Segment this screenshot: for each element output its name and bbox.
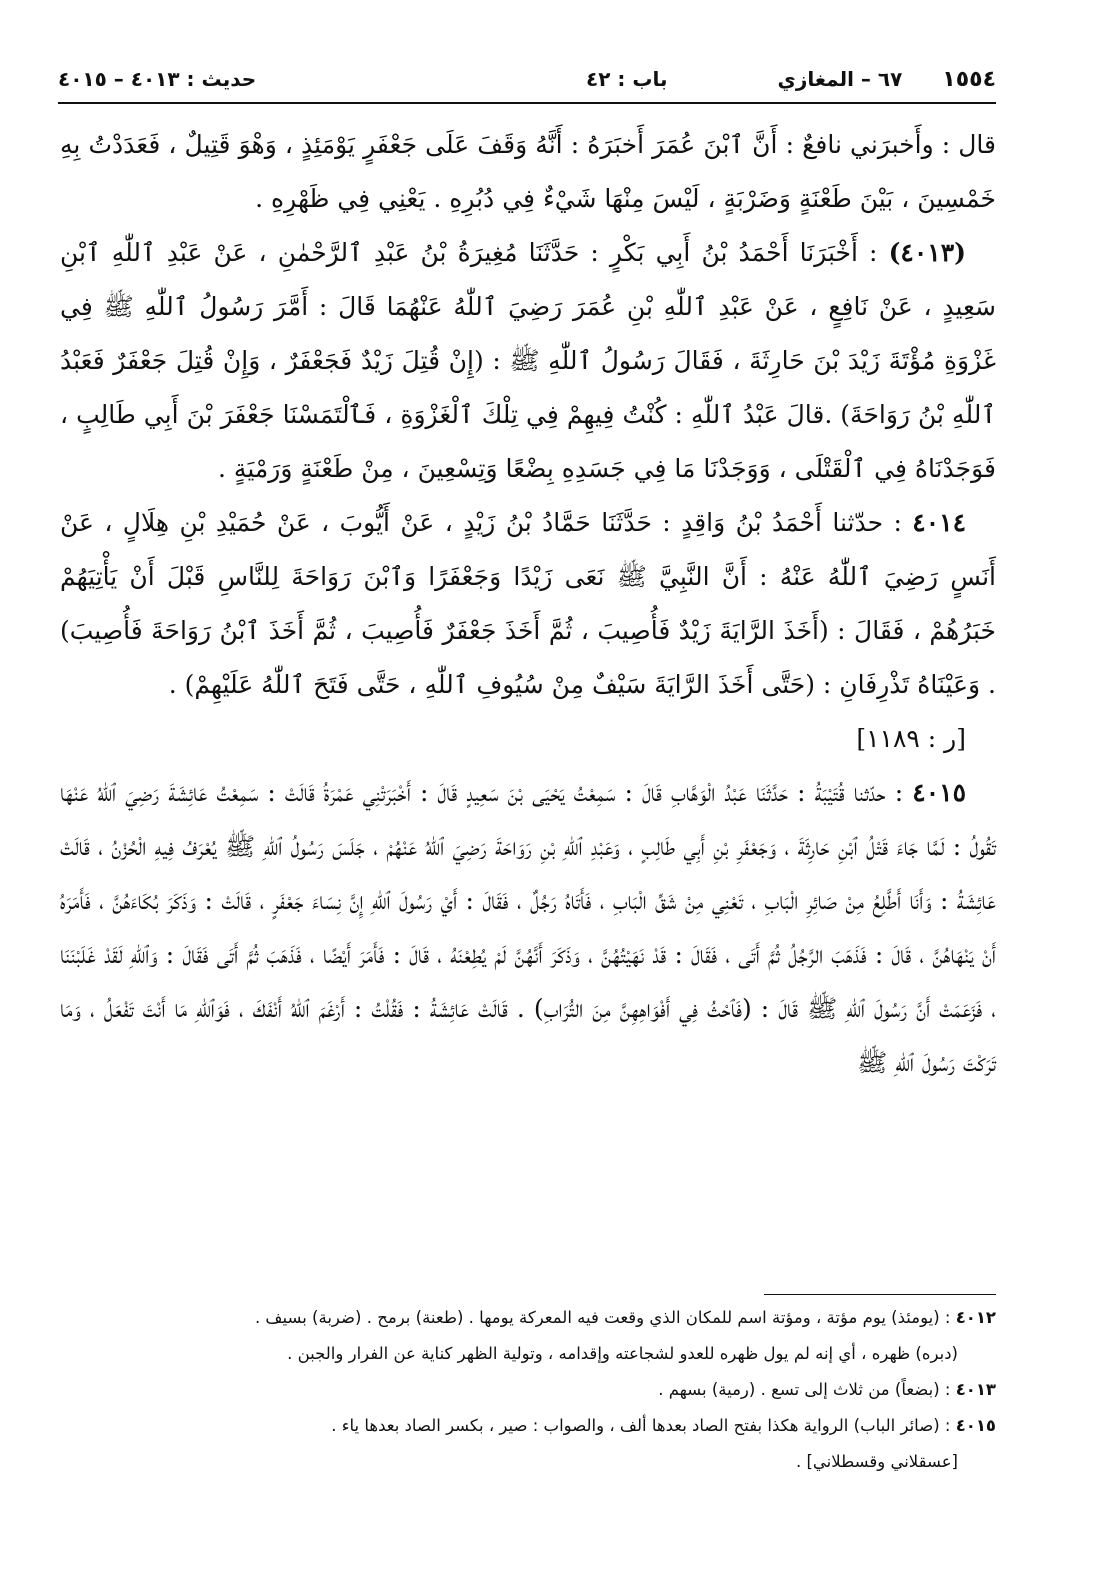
cross-reference: [ر : ١١٨٩] (856, 724, 966, 753)
hadith-text: : أَخْبَرَنَا أَحْمَدُ بْنُ أَبِي بَكْرٍ : حَدَّثَنَا مُغِيرَةُ بْنُ عَبْدِ ٱلرَّحْمٰنِ ، عَنْ عَبْدِ ٱللّٰهِ ٱبْنِ سَعِيدٍ ، عَنْ نَافِعٍ ، عَنْ عَبْدِ ٱللّٰهِ بْنِ عُمَرَ رَضِيَ ٱللّٰهُ عَنْهُمَا قَالَ : أَمَّرَ رَسُولُ ٱللّٰهِ ﷺ فِي غَزْوَةِ مُؤْتَةَ زَيْدَ بْنَ حَارِثَةَ ، فَقَالَ رَسُولُ ٱللّٰهِ ﷺ : (إِنْ قُتِلَ زَيْدٌ فَجَعْفَرٌ ، وَإِنْ قُتِلَ جَعْفَرٌ فَعَبْدُ ٱللّٰهِ بْنُ رَوَاحَةَ) .قالَ عَبْدُ ٱللّٰهِ : كُنْتُ فِيهِمْ فِي تِلْكَ ٱلْغَزْوَةِ ، فَٱلْتَمَسْنَا جَعْفَرَ بْنَ أَبِي طَالِبٍ ، فَوَجَدْنَاهُ فِي ٱلْقَتْلَى ، وَوَجَدْنَا مَا فِي جَسَدِهِ بِضْعًا وَتِسْعِينَ ، مِنْ طَعْنَةٍ وَرَمْيَةٍ . (60, 238, 996, 483)
footnote-number: ٤٠١٢ (955, 1308, 996, 1327)
hadith-number: ٤٠١٥ (912, 778, 966, 807)
footnote (60, 1300, 996, 1336)
bab-label: باب : ٤٢ (586, 67, 668, 91)
hadith-text: : حدّثنا أَحْمَدُ بْنُ وَاقِدٍ : حَدَّثَنَا حَمَّادُ بْنُ زَيْدٍ ، عَنْ أَيُّوبَ ، عَنْ حُمَيْدِ بْنِ هِلَالٍ ، عَنْ أَنَسٍ رَضِيَ ٱللّٰهُ عَنْهُ : أَنَّ النَّبِيَّ ﷺ نَعَى زَيْدًا وَجَعْفَرًا وَٱبْنَ رَوَاحَةَ لِلنَّاسِ قَبْلَ أَنْ يَأْتِيَهُمْ خَبَرُهُمْ ، فَقَالَ : (أَخَذَ الرَّايَةَ زَيْدٌ فَأُصِيبَ ، ثُمَّ أَخَذَ جَعْفَرٌ فَأُصِيبَ ، ثُمَّ أَخَذَ ٱبْنُ رَوَاحَةَ فَأُصِيبَ) . وَعَيْنَاهُ تَذْرِفَانِ : (حَتَّى أَخَذَ الرَّايَةَ سَيْفٌ مِنْ سُيُوفِ ٱللّٰهِ ، حَتَّى فَتَحَ ٱللّٰهُ عَلَيْهِمْ) . (60, 508, 996, 699)
footnote-continuation: (دبره) ظهره ، أي إنه لم يول ظهره للعدو لشجاعته وإقدامه ، وتولية الظهر كناية عن الفرار والجبن . (287, 1344, 958, 1363)
hadith-text: : حدّثنا قُتَيْبَةُ : حَدَّثَنَا عَبْدُ الْوَهَّابِ قَالَ : سَمِعْتُ يَحْيَى بْنَ سَعِيدٍ قَالَ : أَخْبَرَتْنِي عَمْرَةُ قَالَتْ : سَمِعْتُ عَائِشَةَ رَضِيَ ٱللّٰهُ عَنْهَا تَقُولُ : لَمَّا جَاءَ قَتْلُ ٱبْنِ حَارِثَةَ ، وَجَعْفَرِ بْنِ أَبِي طَالِبٍ ، وَعَبْدِ ٱللّٰهِ بْنِ رَوَاحَةَ رَضِيَ ٱللّٰهُ عَنْهُمْ ، جَلَسَ رَسُولُ ٱللّٰهِ ﷺ يُعْرَفُ فِيهِ الْحُزْنُ ، قَالَتْ عَائِشَةُ : وَأَنَا أَطَّلِعُ مِنْ صَائِرِ الْبَابِ ، تَعْنِي مِنْ شَقِّ الْبَابِ ، فَأَتَاهُ رَجُلٌ ، فَقَالَ : أَيْ رَسُولَ ٱللّٰهِ إِنَّ نِسَاءَ جَعْفَرٍ ، قَالَتْ : وَذَكَرَ بُكَاءَهُنَّ ، فَأَمَرَهُ أَنْ يَنْهَاهُنَّ ، قَالَ : فَذَهَبَ الرَّجُلُ ثُمَّ أَتَى ، فَقَالَ : قَدْ نَهَيْتُهُنَّ ، وَذَكَرَ أَنَّهُنَّ لَمْ يُطِعْنَهُ ، قَالَ : فَأَمَرَ أَيْضًا ، فَذَهَبَ ثُمَّ أَتَى فَقَالَ : وَٱللّٰهِ لَقَدْ غَلَبْنَنَا ، فَزَعَمَتْ أَنَّ رَسُولَ ٱللّٰهِ ﷺ قَالَ : (فَٱحْثُ فِي أَفْوَاهِهِنَّ مِنَ التُّرَابِ) . قَالَتْ عَائِشَةُ : فَقُلْتُ : أَرْغَمَ ٱللّٰهُ أَنْفَكَ ، فَوَٱللّٰهِ مَا أَنْتَ تَفْعَلُ ، وَمَا تَرَكْتَ رَسُولَ ٱللّٰهِ ﷺ (60, 778, 996, 1077)
footnote (60, 1372, 996, 1408)
footnote (60, 1408, 996, 1444)
footnote-text: : (صائر الباب) الرواية هكذا بفتح الصاد بعدها ألف ، والصواب : صير ، بكسر الصاد بعدها ياء . (331, 1416, 951, 1435)
hadith-range: حديث : ٤٠١٣ – ٤٠١٥ (58, 67, 257, 91)
footnote-divider (764, 1294, 996, 1295)
page-number: ١٥٥٤ (942, 66, 996, 92)
footnote-text: : (بضعاً) من ثلاث إلى تسع . (رمية) بسهم . (658, 1380, 951, 1399)
hadith-number: ٤٠١٤ (912, 508, 967, 537)
hadith-4014 (60, 496, 996, 712)
hadith-4015 (60, 766, 996, 1090)
page-header (58, 56, 996, 104)
paragraph-continuation: قال : وأَخبرَني نافعٌ : أَنَّ ٱبْنَ عُمَرَ أَخبَرَهُ : أَنَّهُ وَقَفَ عَلَى جَعْفَرٍ يَوْمَئِذٍ ، وَهْوَ قَتِيلٌ ، فَعَدَدْتُ بِهِ خَمْسِينَ ، بَيْنَ طَعْنَةٍ وَضَرْبَةٍ ، لَيْسَ مِنْهَا شَيْءٌ فِي دُبُرِهِ . يَعْنِي فِي ظَهْرِهِ . (60, 130, 996, 213)
chapter-title: ٦٧ – المغازي (777, 67, 903, 91)
footnote-number: ٤٠١٣ (955, 1380, 996, 1399)
footnote-text: : (يومئذ) يوم مؤتة ، ومؤتة اسم للمكان الذي وقعت فيه المعركة يومها . (طعنة) برمح . (ضربة) بسيف . (254, 1308, 951, 1327)
hadith-number: (٤٠١٣) (888, 238, 966, 267)
footnotes (60, 1300, 996, 1480)
hadith-4013 (60, 226, 996, 496)
main-text (60, 118, 996, 1090)
footnote-number: ٤٠١٥ (955, 1416, 996, 1435)
footnote-continuation: [عسقلاني وقسطلاني] . (795, 1452, 958, 1471)
